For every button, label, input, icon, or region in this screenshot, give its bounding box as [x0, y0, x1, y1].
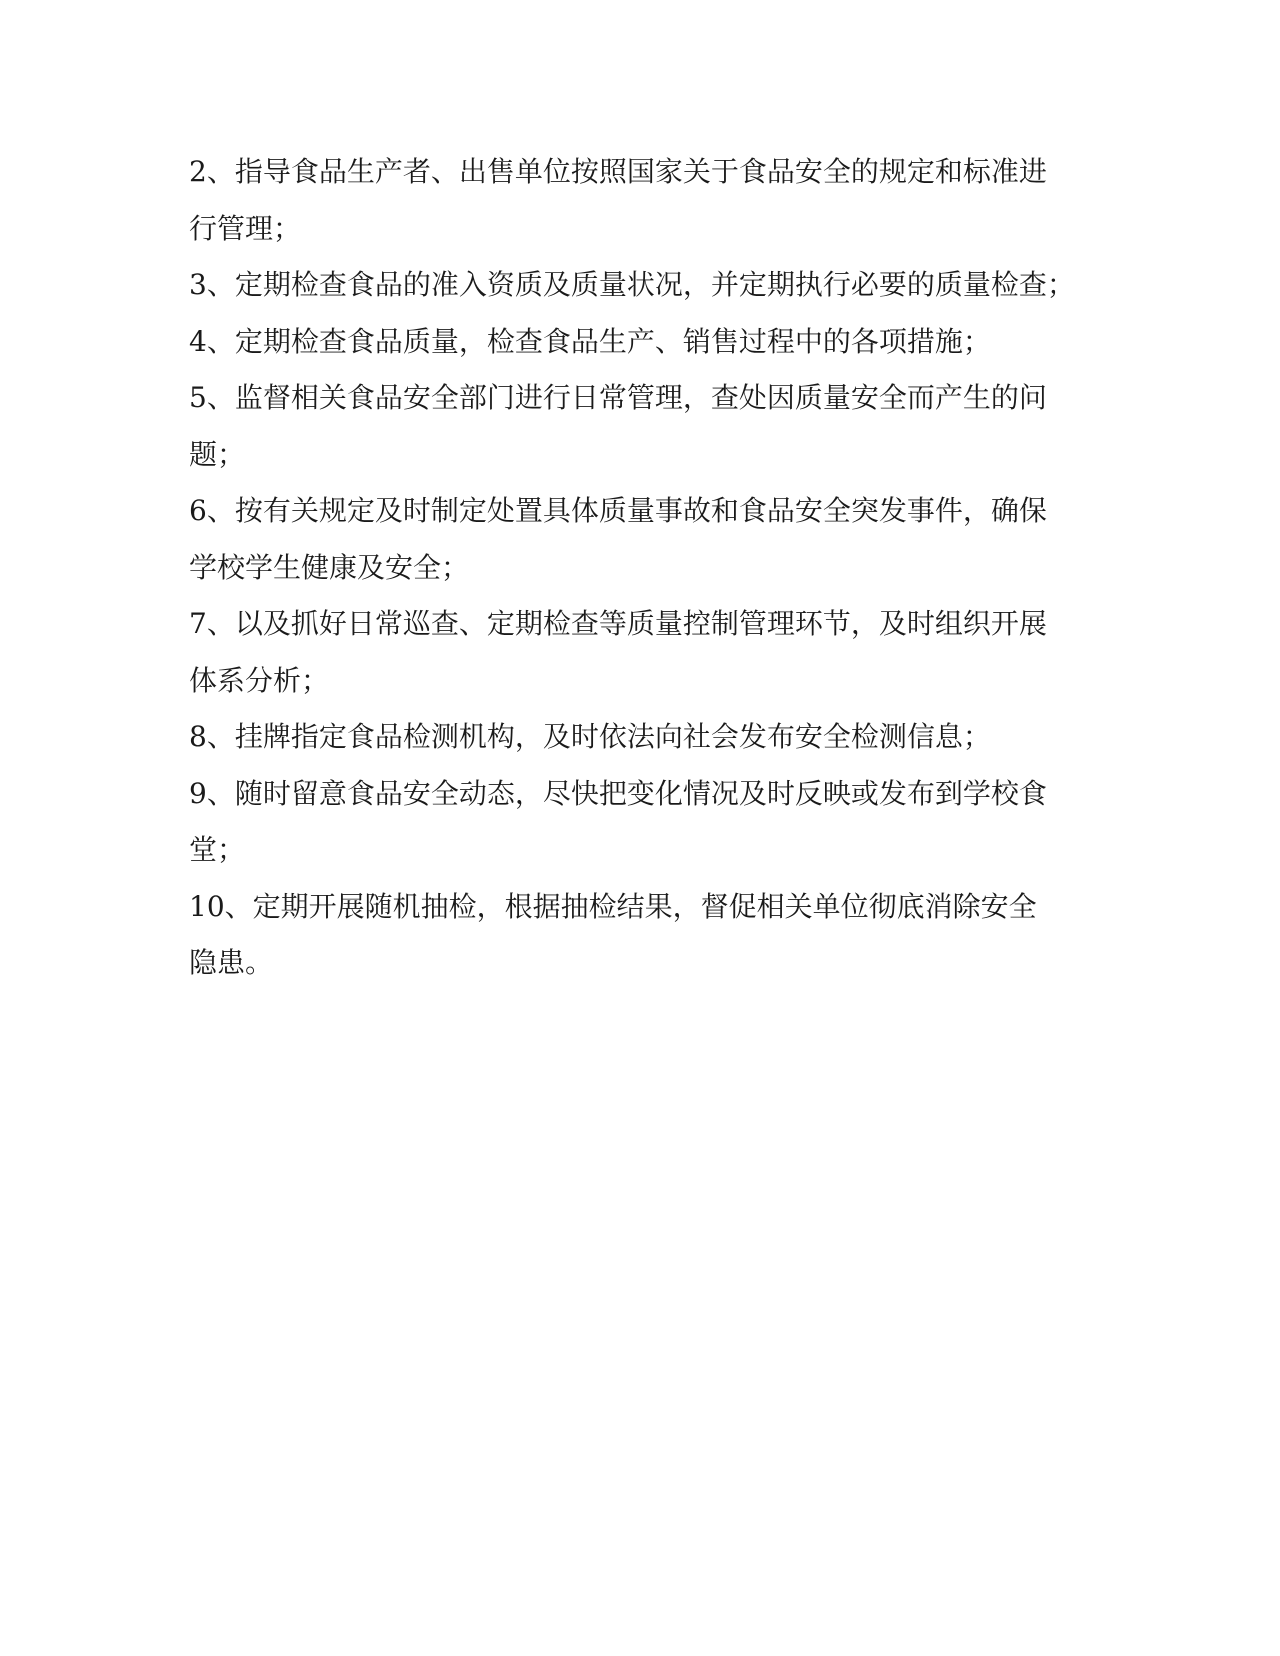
text-line: 2、指导食品生产者、出售单位按照国家关于食品安全的规定和标准进 [189, 155, 1047, 188]
list-item-7 [189, 596, 1109, 709]
text-line: 9、随时留意食品安全动态，尽快把变化情况及时反映或发布到学校食 [189, 776, 1047, 810]
text-line: 6、按有关规定及时制定处置具体质量事故和食品安全突发事件，确保 [189, 494, 1047, 527]
text-line: 7、以及抓好日常巡查、定期检查等质量控制管理环节，及时组织开展 [189, 607, 1047, 640]
list-item-2 [189, 144, 1109, 257]
text-line: 体系分析； [189, 663, 330, 697]
list-item-3 [189, 257, 1109, 314]
document-body [189, 144, 1109, 992]
text-line: 3、定期检查食品的准入资质及质量状况，并定期执行必要的质量检查； [189, 268, 1075, 301]
text-line: 4、定期检查食品质量，检查食品生产、销售过程中的各项措施； [189, 324, 991, 358]
text-line: 隐患。 [189, 946, 274, 979]
text-line: 5、监督相关食品安全部门进行日常管理，查处因质量安全而产生的问 [189, 381, 1047, 414]
list-item-6 [189, 483, 1109, 596]
list-item-10 [189, 879, 1109, 992]
text-line: 10、定期开展随机抽检，根据抽检结果，督促相关单位彻底消除安全 [189, 889, 1037, 923]
text-line: 题； [189, 437, 246, 471]
list-item-9 [189, 766, 1109, 879]
text-line: 学校学生健康及安全； [189, 550, 470, 584]
list-item-8 [189, 709, 1109, 766]
list-item-4 [189, 314, 1109, 371]
text-line: 堂； [189, 833, 246, 866]
text-line: 行管理； [189, 211, 302, 245]
text-line: 8、挂牌指定食品检测机构，及时依法向社会发布安全检测信息； [189, 720, 991, 753]
list-item-5 [189, 370, 1109, 483]
